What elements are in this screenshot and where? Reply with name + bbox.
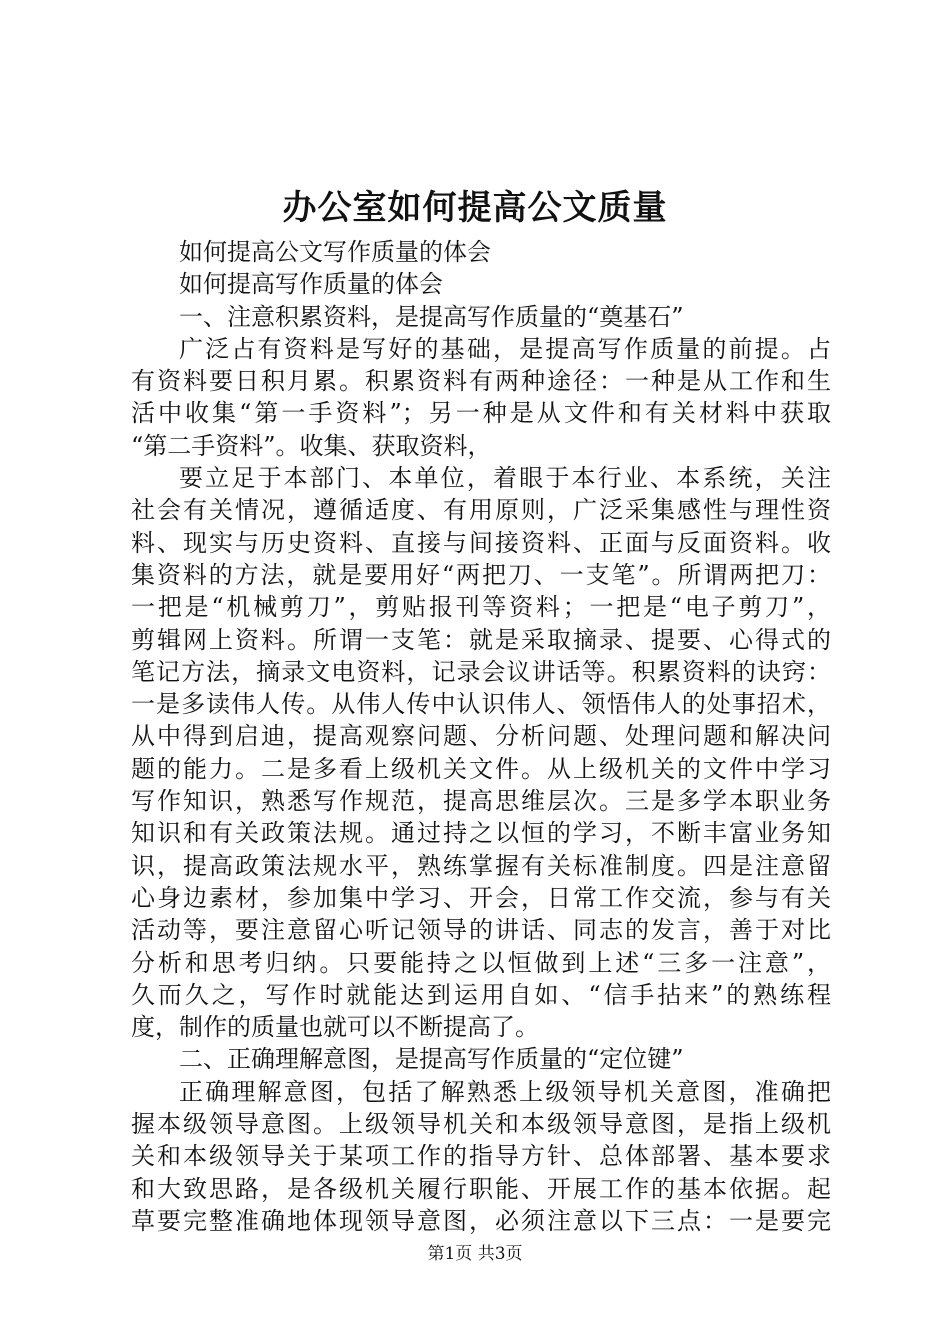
text-line: 和大致思路，是各级机关履行职能、开展工作的基本依据。起 xyxy=(131,1174,831,1203)
text-line: 草要完整准确地体现领导意图，必须注意以下三点：一是要完 xyxy=(131,1206,831,1235)
text-line: 一、注意积累资料，是提高写作质量的“奠基石” xyxy=(179,302,684,331)
text-line: 笔记方法，摘录文电资料，记录会议讲话等。积累资料的诀窍： xyxy=(131,657,831,686)
text-line: 广泛占有资料是写好的基础，是提高写作质量的前提。占 xyxy=(179,334,831,363)
text-line: 知识和有关政策法规。通过持之以恒的学习，不断丰富业务知 xyxy=(131,819,831,848)
text-line: 心身边素材，参加集中学习、开会，日常工作交流，参与有关 xyxy=(131,883,831,912)
text-line: “第二手资料”。收集、获取资料， xyxy=(131,431,492,460)
text-line: 关和本级领导关于某项工作的指导方针、总体部署、基本要求 xyxy=(131,1142,831,1171)
text-line: 如何提高公文写作质量的体会 xyxy=(179,238,491,266)
text-line: 从中得到启迪，提高观察问题、分析问题、处理问题和解决问 xyxy=(131,722,831,751)
text-line: 料、现实与历史资料、直接与间接资料、正面与反面资料。收 xyxy=(131,528,831,557)
text-line: 二、正确理解意图，是提高写作质量的“定位键” xyxy=(179,1045,684,1074)
text-line: 有资料要日积月累。积累资料有两种途径：一种是从工作和生 xyxy=(131,367,831,396)
text-line: 识，提高政策法规水平，熟练掌握有关标准制度。四是注意留 xyxy=(131,851,831,880)
page-footer: 第1页 共3页 xyxy=(427,1244,523,1264)
text-line: 久而久之，写作时就能达到运用自如、“信手拈来”的熟练程 xyxy=(131,980,831,1009)
document-body xyxy=(131,236,831,1237)
text-line: 一是多读伟人传。从伟人传中认识伟人、领悟伟人的处事招术， xyxy=(131,690,831,719)
text-line: 握本级领导意图。上级领导机关和本级领导意图，是指上级机 xyxy=(131,1110,831,1139)
text-line: 活中收集“第一手资料”；另一种是从文件和有关材料中获取 xyxy=(131,399,831,428)
document-title: 办公室如何提高公文质量 xyxy=(282,188,668,228)
text-line: 集资料的方法，就是要用好“两把刀、一支笔”。所谓两把刀： xyxy=(131,560,831,589)
text-line: 如何提高写作质量的体会 xyxy=(179,270,443,299)
text-line: 正确理解意图，包括了解熟悉上级领导机关意图，准确把 xyxy=(179,1077,831,1106)
text-line: 剪辑网上资料。所谓一支笔：就是采取摘录、提要、心得式的 xyxy=(131,625,831,654)
text-line: 活动等，要注意留心听记领导的讲话、同志的发言，善于对比 xyxy=(131,916,831,945)
text-line: 写作知识，熟悉写作规范，提高思维层次。三是多学本职业务 xyxy=(131,787,831,816)
text-line: 要立足于本部门、本单位，着眼于本行业、本系统，关注 xyxy=(179,464,831,493)
text-line: 题的能力。二是多看上级机关文件。从上级机关的文件中学习 xyxy=(131,754,831,783)
text-line: 度，制作的质量也就可以不断提高了。 xyxy=(131,1013,539,1042)
text-line: 分析和思考归纳。只要能持之以恒做到上述“三多一注意”， xyxy=(131,948,831,977)
text-line: 一把是“机械剪刀”，剪贴报刊等资料；一把是“电子剪刀”， xyxy=(131,593,831,622)
text-line: 社会有关情况，遵循适度、有用原则，广泛采集感性与理性资 xyxy=(131,496,831,525)
